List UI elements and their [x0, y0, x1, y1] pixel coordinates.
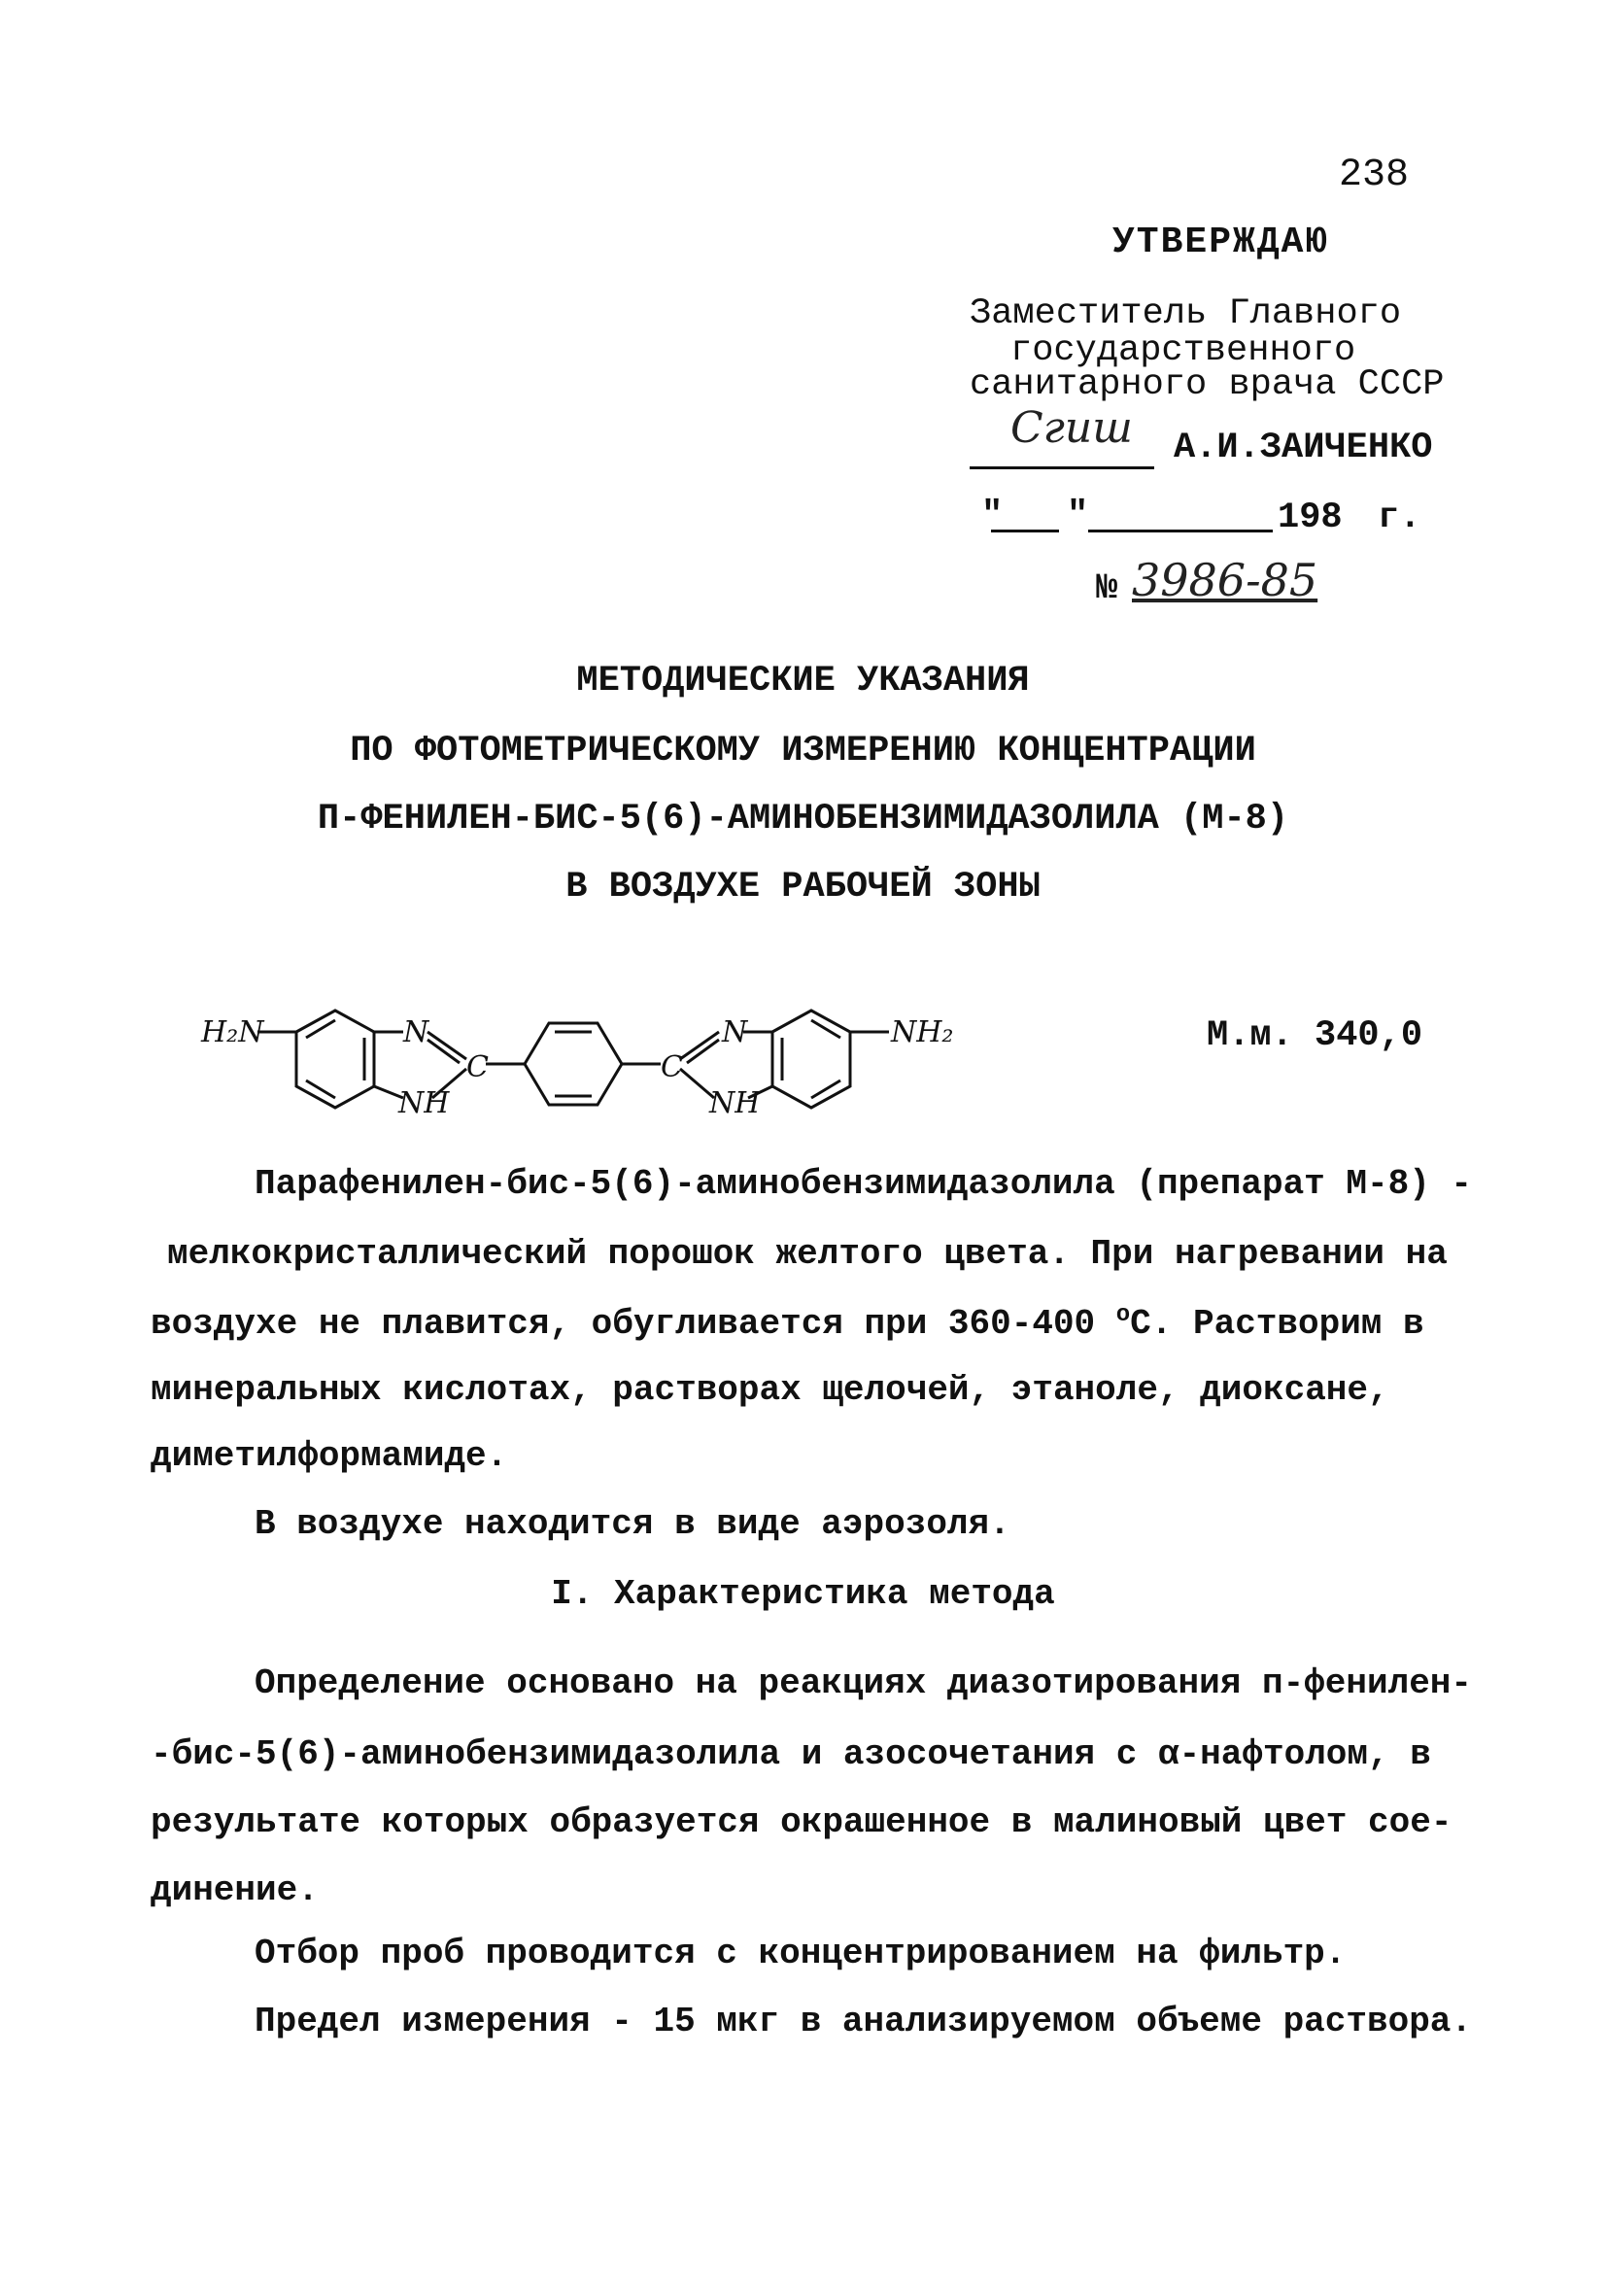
- p1-line-4: минеральных кислотах, растворах щелочей, этаноле, диоксане,: [151, 1370, 1389, 1410]
- formula-n-right: N: [722, 1015, 748, 1049]
- p1-line-3: [151, 1302, 1424, 1344]
- right-benzene-ring: [772, 1011, 850, 1108]
- date-close-quote: ": [1067, 496, 1089, 536]
- formula-nh-right: NH: [709, 1086, 761, 1120]
- p3-line-1: Определение основано на реакциях диазотирования п-фенилен-: [255, 1663, 1473, 1703]
- p2: В воздухе находится в виде аэрозоля.: [255, 1504, 1010, 1544]
- p1-line-2: мелкокристаллический порошок желтого цвета. При нагревании на: [167, 1234, 1448, 1274]
- approval-line-3: санитарного врача СССР: [970, 364, 1445, 405]
- middle-benzene-ring: [525, 1023, 622, 1105]
- title-line-2: ПО ФОТОМЕТРИЧЕСКОМУ ИЗМЕРЕНИЮ КОНЦЕНТРАЦИИ: [350, 731, 1256, 771]
- page-number: 238: [1339, 154, 1410, 197]
- date-year-suffix: г.: [1378, 497, 1421, 538]
- formula-nh-left: NH: [398, 1086, 450, 1120]
- title-line-1: МЕТОДИЧЕСКИЕ УКАЗАНИЯ: [576, 661, 1030, 702]
- formula-c-right: C: [661, 1050, 683, 1084]
- date-year: 198: [1278, 497, 1343, 538]
- approval-line-1: Заместитель Главного: [970, 293, 1402, 334]
- formula-n-left: N: [403, 1015, 429, 1049]
- section-heading: I. Характеристика метода: [551, 1574, 1055, 1614]
- date-day-line: [991, 530, 1059, 532]
- p1-line-1: Парафенилен-бис-5(6)-аминобензимидазолила (препарат М-8) -: [255, 1164, 1473, 1204]
- title-line-3: П-ФЕНИЛЕН-БИС-5(6)-АМИНОБЕНЗИМИДАЗОЛИЛА (М-8): [317, 799, 1289, 840]
- date-open-quote: ": [981, 496, 1004, 536]
- formula-right-amine: NH₂: [891, 1015, 954, 1049]
- signature-underline: [970, 466, 1154, 469]
- formula-c-left: C: [466, 1050, 489, 1084]
- structural-formula: [199, 991, 996, 1147]
- p1-line-5: диметилформамиде.: [151, 1436, 508, 1476]
- p3-line-2: -бис-5(6)-аминобензимидазолила и азосочетания с α-нафтолом, в: [151, 1734, 1431, 1774]
- molar-mass: М.м. 340,0: [1207, 1015, 1423, 1056]
- p1-line-3a: воздухе не плавится, обугливается при 360-400: [151, 1304, 1116, 1344]
- signer-name: А.И.ЗАИЧЕНКО: [1174, 428, 1433, 468]
- number-prefix: №: [1096, 568, 1118, 609]
- p4: Отбор проб проводится с концентрированием на фильтр.: [255, 1934, 1347, 1973]
- date-month-line: [1088, 530, 1273, 532]
- handwritten-number: 3986-85: [1132, 554, 1318, 606]
- degree-mark: о: [1115, 1302, 1131, 1328]
- approval-line-2: государственного: [1010, 330, 1356, 371]
- left-benzene-ring: [296, 1011, 374, 1108]
- p3-line-3: результате которых образуется окрашенное в малиновый цвет сое-: [151, 1802, 1452, 1842]
- approval-title: УТВЕРЖДАЮ: [1112, 222, 1330, 263]
- p1-line-3b: С. Растворим в: [1130, 1304, 1424, 1344]
- p5: Предел измерения - 15 мкг в анализируемом объеме раствора.: [255, 2002, 1473, 2041]
- title-line-4: В ВОЗДУХЕ РАБОЧЕЙ ЗОНЫ: [565, 867, 1041, 908]
- formula-left-amine: H₂N: [201, 1015, 264, 1049]
- handwritten-signature: Сгиш: [1010, 403, 1133, 453]
- p3-line-4: динение.: [151, 1870, 319, 1910]
